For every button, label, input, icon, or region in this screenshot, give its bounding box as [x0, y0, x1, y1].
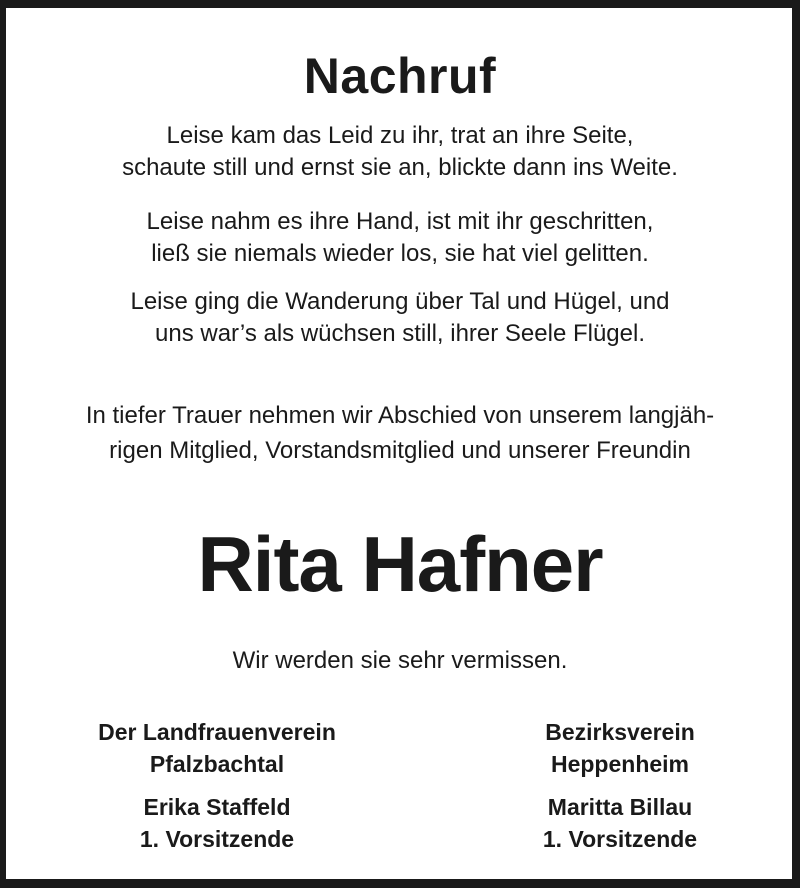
poem-stanza-1 — [0, 120, 800, 184]
signature-left-person — [57, 791, 377, 855]
poem-line: ließ sie niemals wieder los, sie hat viel gelitten. — [151, 240, 649, 267]
organization-line: Pfalzbachtal — [149, 751, 285, 777]
signature-left-organization — [57, 716, 377, 780]
organization-line: Heppenheim — [550, 751, 690, 777]
signature-right-person — [460, 791, 780, 855]
deceased-name: Rita Hafner — [197, 520, 603, 608]
poem-line: schaute still und ernst sie an, blickte dann ins Weite. — [122, 154, 678, 181]
page-title: Nachruf — [303, 48, 497, 104]
intro-line: rigen Mitglied, Vorstandsmitglied und unserer Freundin — [109, 437, 691, 464]
signatory-role: 1. Vorsitzende — [542, 826, 698, 852]
signature-right-organization — [460, 716, 780, 780]
poem-line: uns war’s als wüchsen still, ihrer Seele Flügel. — [155, 320, 645, 347]
poem-stanza-2 — [0, 206, 800, 270]
organization-line: Der Landfrauenverein — [98, 719, 336, 745]
poem-line: Leise kam das Leid zu ihr, trat an ihre Seite, — [166, 122, 634, 149]
intro-line: In tiefer Trauer nehmen wir Abschied von unserem langjäh- — [85, 402, 715, 429]
signatory-role: 1. Vorsitzende — [139, 826, 295, 852]
organization-line: Bezirksverein — [545, 719, 695, 745]
signatory-name: Maritta Billau — [547, 794, 693, 820]
poem-line: Leise nahm es ihre Hand, ist mit ihr geschritten, — [146, 208, 654, 235]
poem-line: Leise ging die Wanderung über Tal und Hügel, und — [130, 288, 670, 315]
signatory-name: Erika Staffeld — [143, 794, 291, 820]
poem-stanza-3 — [0, 286, 800, 350]
closing-line: Wir werden sie sehr vermissen. — [232, 647, 568, 674]
intro-text — [0, 398, 800, 468]
